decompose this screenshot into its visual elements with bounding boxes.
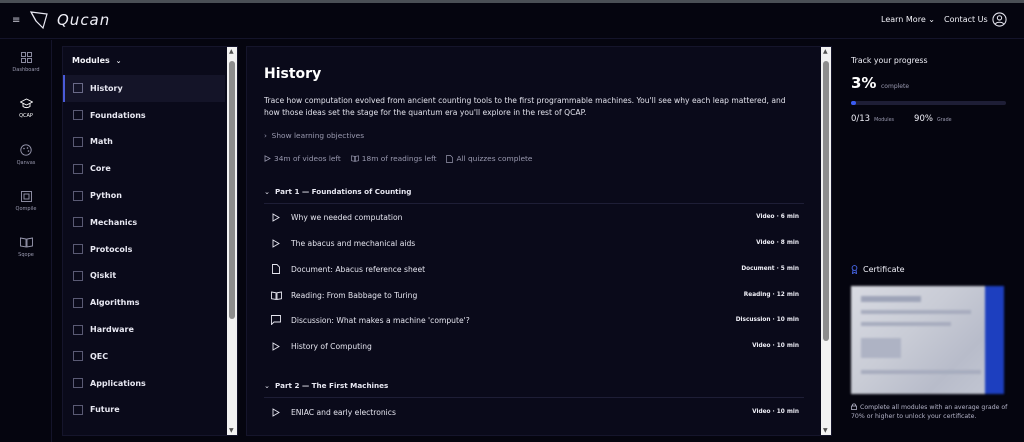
checkbox-icon (73, 271, 83, 281)
nav-item-sqope[interactable] (0, 237, 52, 258)
module-label: Foundations (90, 110, 146, 120)
lesson-title: Discussion: What makes a machine 'compute'? (291, 315, 470, 325)
modules-list (63, 75, 225, 423)
checkbox-icon (73, 217, 83, 227)
modules-dropdown[interactable] (72, 56, 121, 65)
lesson-row[interactable] (269, 262, 799, 276)
checkbox-icon (73, 405, 83, 415)
checkbox-icon (73, 191, 83, 201)
logo-icon (28, 9, 50, 31)
lesson-title: Reading: From Babbage to Turing (291, 290, 418, 300)
nav-item-qcap[interactable] (0, 98, 52, 119)
progress-percent: 3% (851, 74, 877, 92)
checkbox-icon (73, 378, 83, 388)
chip-icon (21, 191, 32, 202)
chat-icon (269, 315, 283, 325)
play-icon (269, 239, 283, 248)
modules-count: 0/13 (851, 114, 871, 124)
module-item-math[interactable] (63, 129, 225, 156)
lesson-meta: Discussion · 10 min (735, 317, 799, 323)
lesson-title: History of Computing (291, 341, 372, 351)
modules-title: Modules (72, 56, 110, 65)
checkbox-icon (73, 137, 83, 147)
module-label: Core (90, 164, 111, 174)
lesson-meta: Reading · 12 min (743, 292, 799, 298)
part-header[interactable] (264, 187, 411, 196)
learn-more-menu[interactable] (881, 15, 935, 24)
book-icon (269, 291, 283, 300)
checkbox-icon (73, 351, 83, 361)
grade-label: Grade (936, 118, 952, 123)
module-item-future[interactable] (63, 397, 225, 424)
document-icon (269, 264, 283, 274)
chevron-down-icon: ⌄ (928, 15, 935, 24)
lesson-content-panel (246, 46, 832, 436)
checkbox-icon (73, 110, 83, 120)
lesson-title: Document: Abacus reference sheet (291, 264, 426, 274)
quizzes-stat-label: All quizzes complete (456, 154, 533, 163)
module-item-qec[interactable] (63, 343, 225, 370)
certificate-header (851, 265, 905, 274)
module-label: Hardware (90, 325, 134, 335)
nav-item-dashboard[interactable] (0, 52, 52, 73)
module-label: Math (90, 137, 113, 147)
lesson-meta: Video · 10 min (752, 343, 799, 349)
chevron-down-icon: ⌄ (115, 57, 122, 65)
certificate-preview-image (851, 286, 1004, 394)
lesson-row[interactable] (269, 339, 799, 353)
module-label: History (90, 83, 123, 93)
lock-icon (851, 403, 857, 410)
module-item-qiskit[interactable] (63, 263, 225, 290)
lesson-meta: Video · 8 min (756, 240, 799, 246)
module-item-foundations[interactable] (63, 102, 225, 129)
divider (264, 397, 804, 398)
lesson-row[interactable] (269, 288, 799, 302)
learn-more-label: Learn More (881, 15, 926, 24)
progress-bar-fill (851, 101, 856, 105)
part-title: Part 1 — Foundations of Counting (275, 187, 412, 196)
module-item-applications[interactable] (63, 370, 225, 397)
objectives-label: Show learning objectives (271, 131, 365, 140)
content-scrollbar[interactable] (821, 47, 831, 435)
nav-label: QCAP (19, 113, 33, 119)
award-icon (851, 265, 858, 274)
scroll-up-icon[interactable]: ▲ (229, 48, 234, 55)
grade-value: 90% (914, 114, 933, 124)
module-label: Python (90, 191, 122, 201)
contact-us-link[interactable]: Contact Us (944, 15, 988, 24)
show-objectives-toggle[interactable] (264, 131, 364, 140)
module-item-history[interactable] (63, 75, 225, 102)
certificate-title: Certificate (863, 265, 905, 274)
lesson-row[interactable] (269, 236, 799, 250)
module-label: Applications (90, 378, 146, 388)
module-item-algorithms[interactable] (63, 289, 225, 316)
certificate-note-text: Complete all modules with an average grade of 70% or higher to unlock your certificate. (851, 404, 1008, 420)
scrollbar-thumb[interactable] (823, 61, 829, 341)
modules-count-label: Modules (874, 118, 895, 123)
videos-stat (264, 154, 341, 163)
modules-panel (62, 46, 238, 436)
checkbox-icon (73, 244, 83, 254)
part-header[interactable] (264, 381, 388, 390)
module-item-hardware[interactable] (63, 316, 225, 343)
readings-stat-label: 18m of readings left (361, 154, 437, 163)
progress-stats (851, 114, 972, 124)
progress-percent-label: complete (881, 83, 910, 90)
lesson-row[interactable] (269, 313, 799, 327)
menu-icon[interactable]: ≡ (12, 15, 21, 26)
scrollbar-thumb[interactable] (229, 61, 235, 319)
quizzes-stat (446, 154, 532, 163)
lesson-title: Why we needed computation (291, 212, 403, 222)
module-label: Qiskit (90, 271, 117, 281)
lesson-title: ENIAC and early electronics (291, 407, 396, 417)
progress-bar (851, 101, 1006, 105)
checkbox-icon (73, 325, 83, 335)
lesson-meta: Video · 6 min (756, 214, 799, 220)
module-label: Algorithms (90, 298, 140, 308)
play-icon (269, 342, 283, 351)
nav-label: Qanvas (16, 160, 36, 166)
logo-text[interactable]: Qucan (57, 11, 111, 29)
module-intro: Trace how computation evolved from ancient counting tools to the first programmable machines. You'll see why each leap mattered, and how those ideas set the stage for the quantum era you'll explore in the rest of QCAP. (264, 96, 786, 117)
progress-title: Track your progress (851, 56, 928, 65)
scroll-up-icon[interactable]: ▲ (823, 48, 828, 55)
book-icon (20, 237, 33, 248)
document-icon (446, 155, 453, 163)
lesson-meta: Video · 10 min (752, 409, 799, 415)
part-title: Part 2 — The First Machines (275, 381, 389, 390)
page-title: History (264, 66, 322, 82)
scroll-down-icon[interactable]: ▼ (823, 427, 828, 434)
module-label: Future (90, 405, 120, 415)
lesson-meta: Document · 5 min (741, 266, 799, 272)
chevron-right-icon: › (264, 131, 267, 140)
play-icon (269, 408, 283, 417)
nav-item-qanvas[interactable] (0, 144, 52, 166)
module-label: QEC (90, 351, 109, 361)
grid-icon (21, 52, 32, 63)
module-item-protocols[interactable] (63, 236, 225, 263)
progress-panel (840, 46, 1024, 442)
module-stats (264, 154, 532, 163)
readings-stat (351, 154, 437, 163)
left-navigation (0, 40, 52, 442)
checkbox-icon (73, 83, 83, 93)
nav-label: Dashboard (12, 67, 40, 73)
book-icon (351, 155, 359, 162)
module-item-core[interactable] (63, 155, 225, 182)
module-item-mechanics[interactable] (63, 209, 225, 236)
chevron-down-icon: ⌄ (264, 381, 271, 390)
module-item-python[interactable] (63, 182, 225, 209)
user-icon[interactable] (992, 12, 1007, 27)
checkbox-icon (73, 298, 83, 308)
module-label: Mechanics (90, 217, 138, 227)
lesson-title: The abacus and mechanical aids (291, 238, 416, 248)
nav-label: Sqope (18, 252, 34, 258)
graduation-cap-icon (20, 98, 33, 109)
nav-label: Qompile (15, 206, 37, 212)
nav-item-qompile[interactable] (0, 191, 52, 212)
checkbox-icon (73, 164, 83, 174)
module-label: Protocols (90, 244, 133, 254)
certificate-note (851, 403, 1021, 421)
lesson-row[interactable] (269, 405, 799, 419)
play-icon (264, 155, 271, 162)
chevron-down-icon: ⌄ (264, 187, 271, 196)
palette-icon (20, 144, 32, 156)
modules-scrollbar[interactable] (227, 47, 237, 435)
lesson-row[interactable] (269, 210, 799, 224)
videos-stat-label: 34m of videos left (274, 154, 341, 163)
divider (264, 203, 804, 204)
play-icon (269, 213, 283, 222)
top-header (0, 3, 1024, 39)
scroll-down-icon[interactable]: ▼ (229, 427, 234, 434)
